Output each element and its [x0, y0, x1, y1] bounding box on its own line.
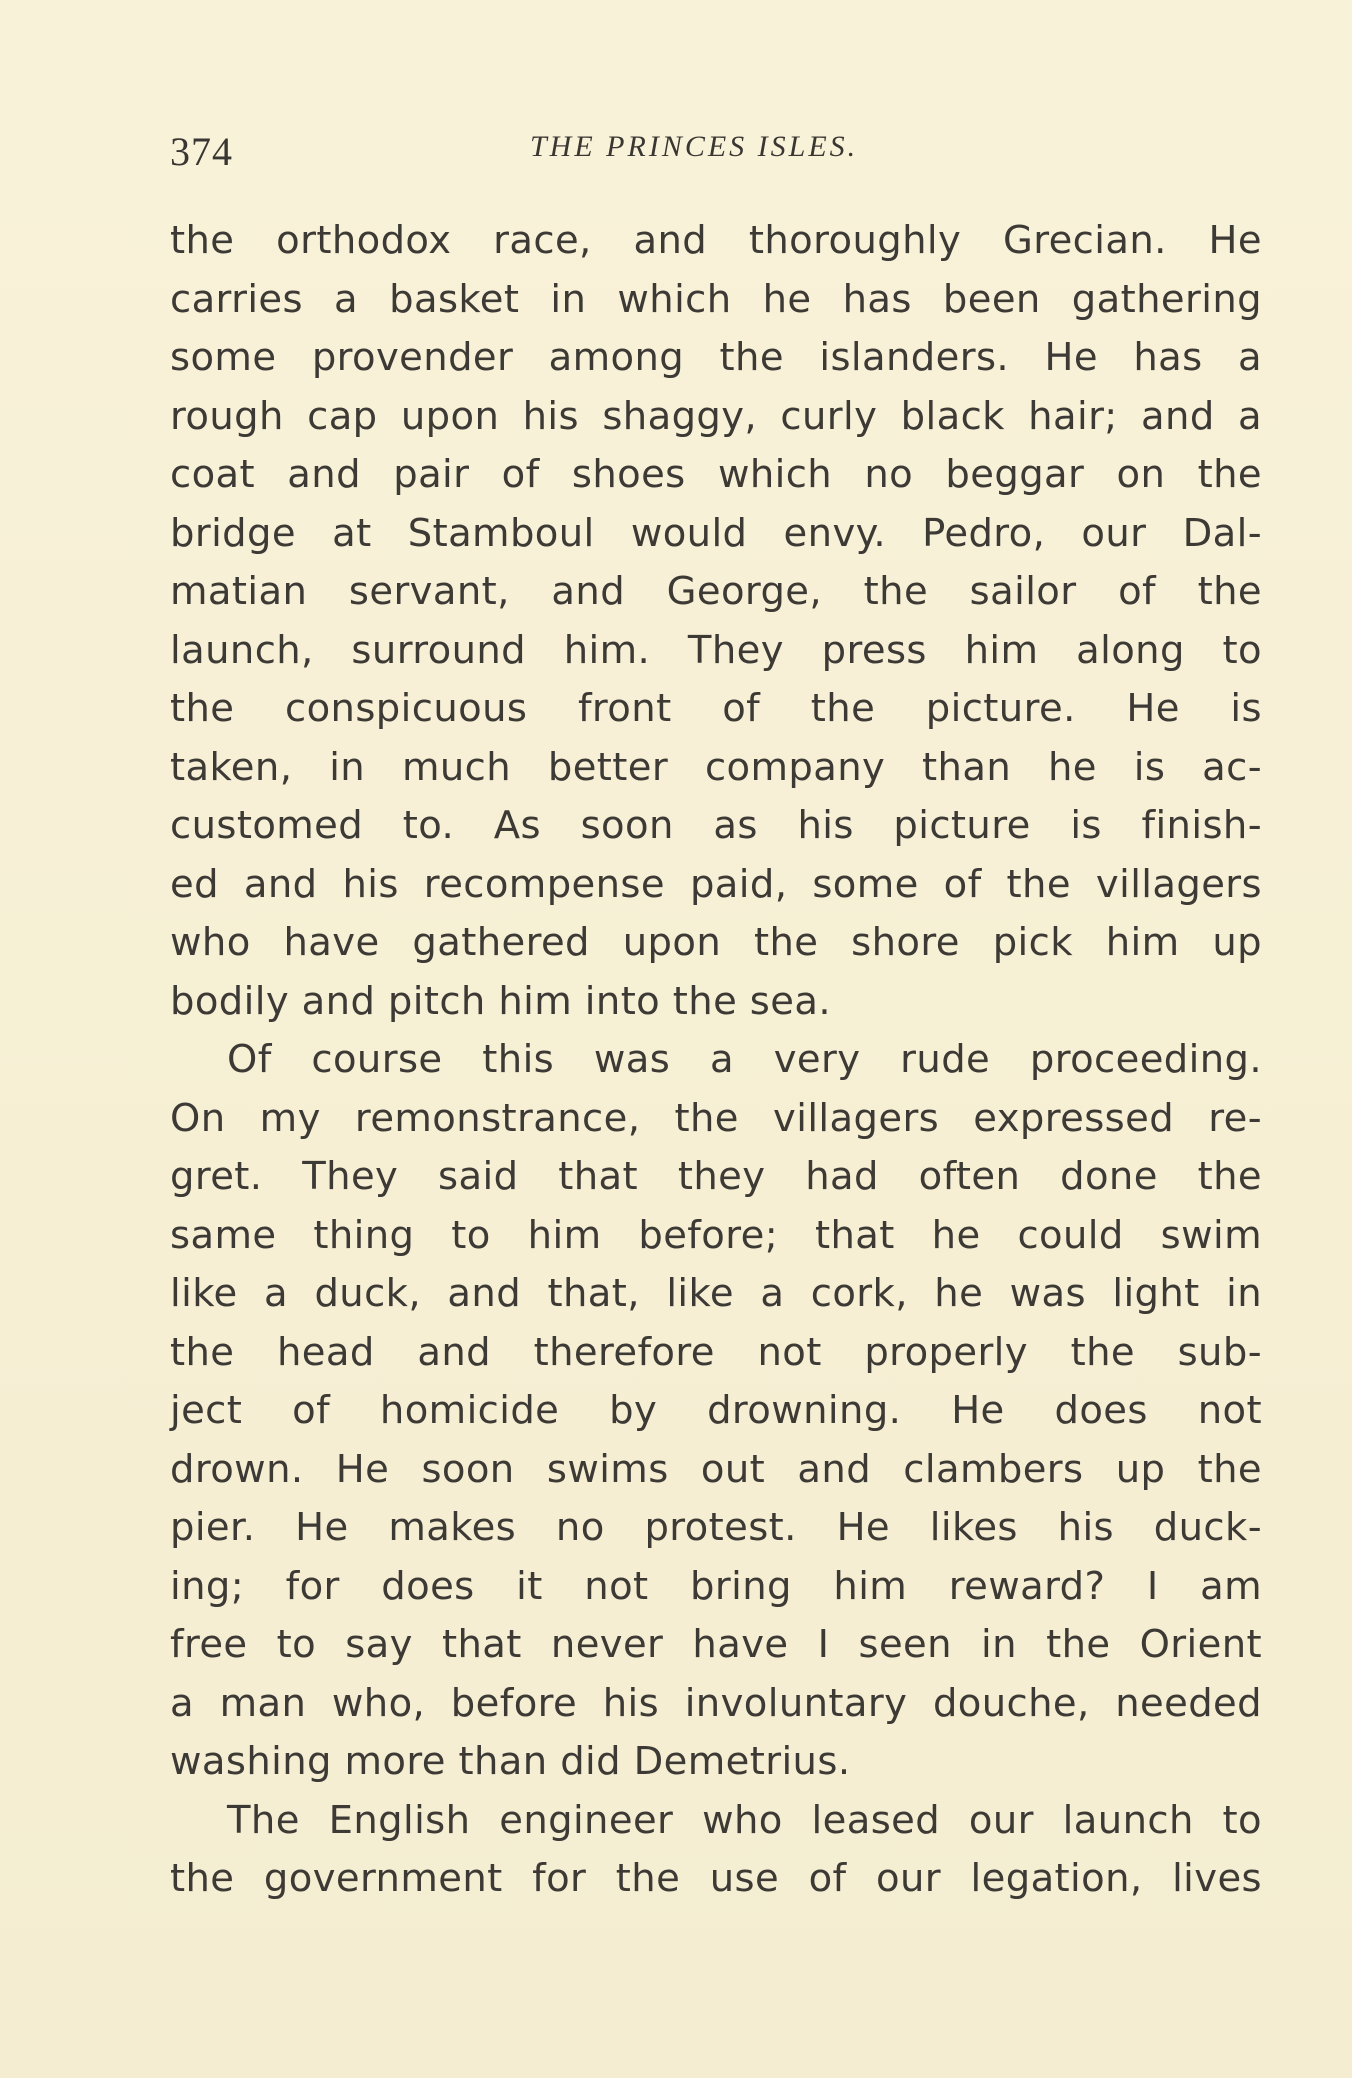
text-line: gret. They said that they had often done the	[170, 1154, 1262, 1199]
text-line: ject of homicide by drowning. He does not	[170, 1388, 1262, 1433]
text-line: the government for the use of our legation, lives	[170, 1856, 1262, 1901]
text-line: coat and pair of shoes which no beggar on the	[170, 452, 1262, 497]
text-line: customed to. As soon as his picture is finish-	[170, 803, 1262, 848]
text-line: carries a basket in which he has been gathering	[170, 276, 1262, 322]
text-line: a man who, before his involuntary douche, needed	[170, 1680, 1262, 1726]
running-head	[170, 118, 1262, 178]
text-line: who have gathered upon the shore pick him up	[170, 920, 1262, 965]
text-line: the conspicuous front of the picture. He is	[170, 686, 1262, 731]
text-line: ed and his recompense paid, some of the villagers	[170, 861, 1262, 907]
body-text	[170, 212, 1262, 1909]
text-line: drown. He soon swims out and clambers up the	[170, 1446, 1262, 1492]
text-line: ing; for does it not bring him reward? I am	[170, 1563, 1262, 1609]
text-line: the head and therefore not properly the sub-	[170, 1329, 1262, 1375]
text-line: pier. He makes no protest. He likes his duck-	[170, 1505, 1262, 1550]
running-title: THE PRINCES ISLES.	[530, 130, 859, 163]
paragraph-start-line: Of course this was a very rude proceeding.	[227, 1037, 1262, 1082]
text-line: On my remonstrance, the villagers expressed re-	[170, 1095, 1262, 1141]
paragraph-end-line: bodily and pitch him into the sea.	[170, 978, 831, 1024]
page-number: 374	[170, 129, 233, 174]
paragraph-start-line: The English engineer who leased our launch to	[227, 1797, 1262, 1843]
text-line: rough cap upon his shaggy, curly black hair; and a	[170, 393, 1262, 439]
text-line: same thing to him before; that he could swim	[170, 1212, 1262, 1258]
text-line: free to say that never have I seen in the Orient	[170, 1622, 1262, 1667]
text-line: the orthodox race, and thoroughly Grecian. He	[170, 218, 1262, 263]
text-line: some provender among the islanders. He has a	[170, 335, 1262, 380]
text-line: launch, surround him. They press him along to	[170, 627, 1262, 673]
text-line: bridge at Stamboul would envy. Pedro, our Dal-	[170, 510, 1262, 556]
text-line: matian servant, and George, the sailor of the	[170, 569, 1262, 614]
paragraph-end-line: washing more than did Demetrius.	[170, 1739, 851, 1784]
text-line: taken, in much better company than he is ac-	[170, 744, 1262, 790]
text-line: like a duck, and that, like a cork, he was light in	[170, 1271, 1262, 1316]
